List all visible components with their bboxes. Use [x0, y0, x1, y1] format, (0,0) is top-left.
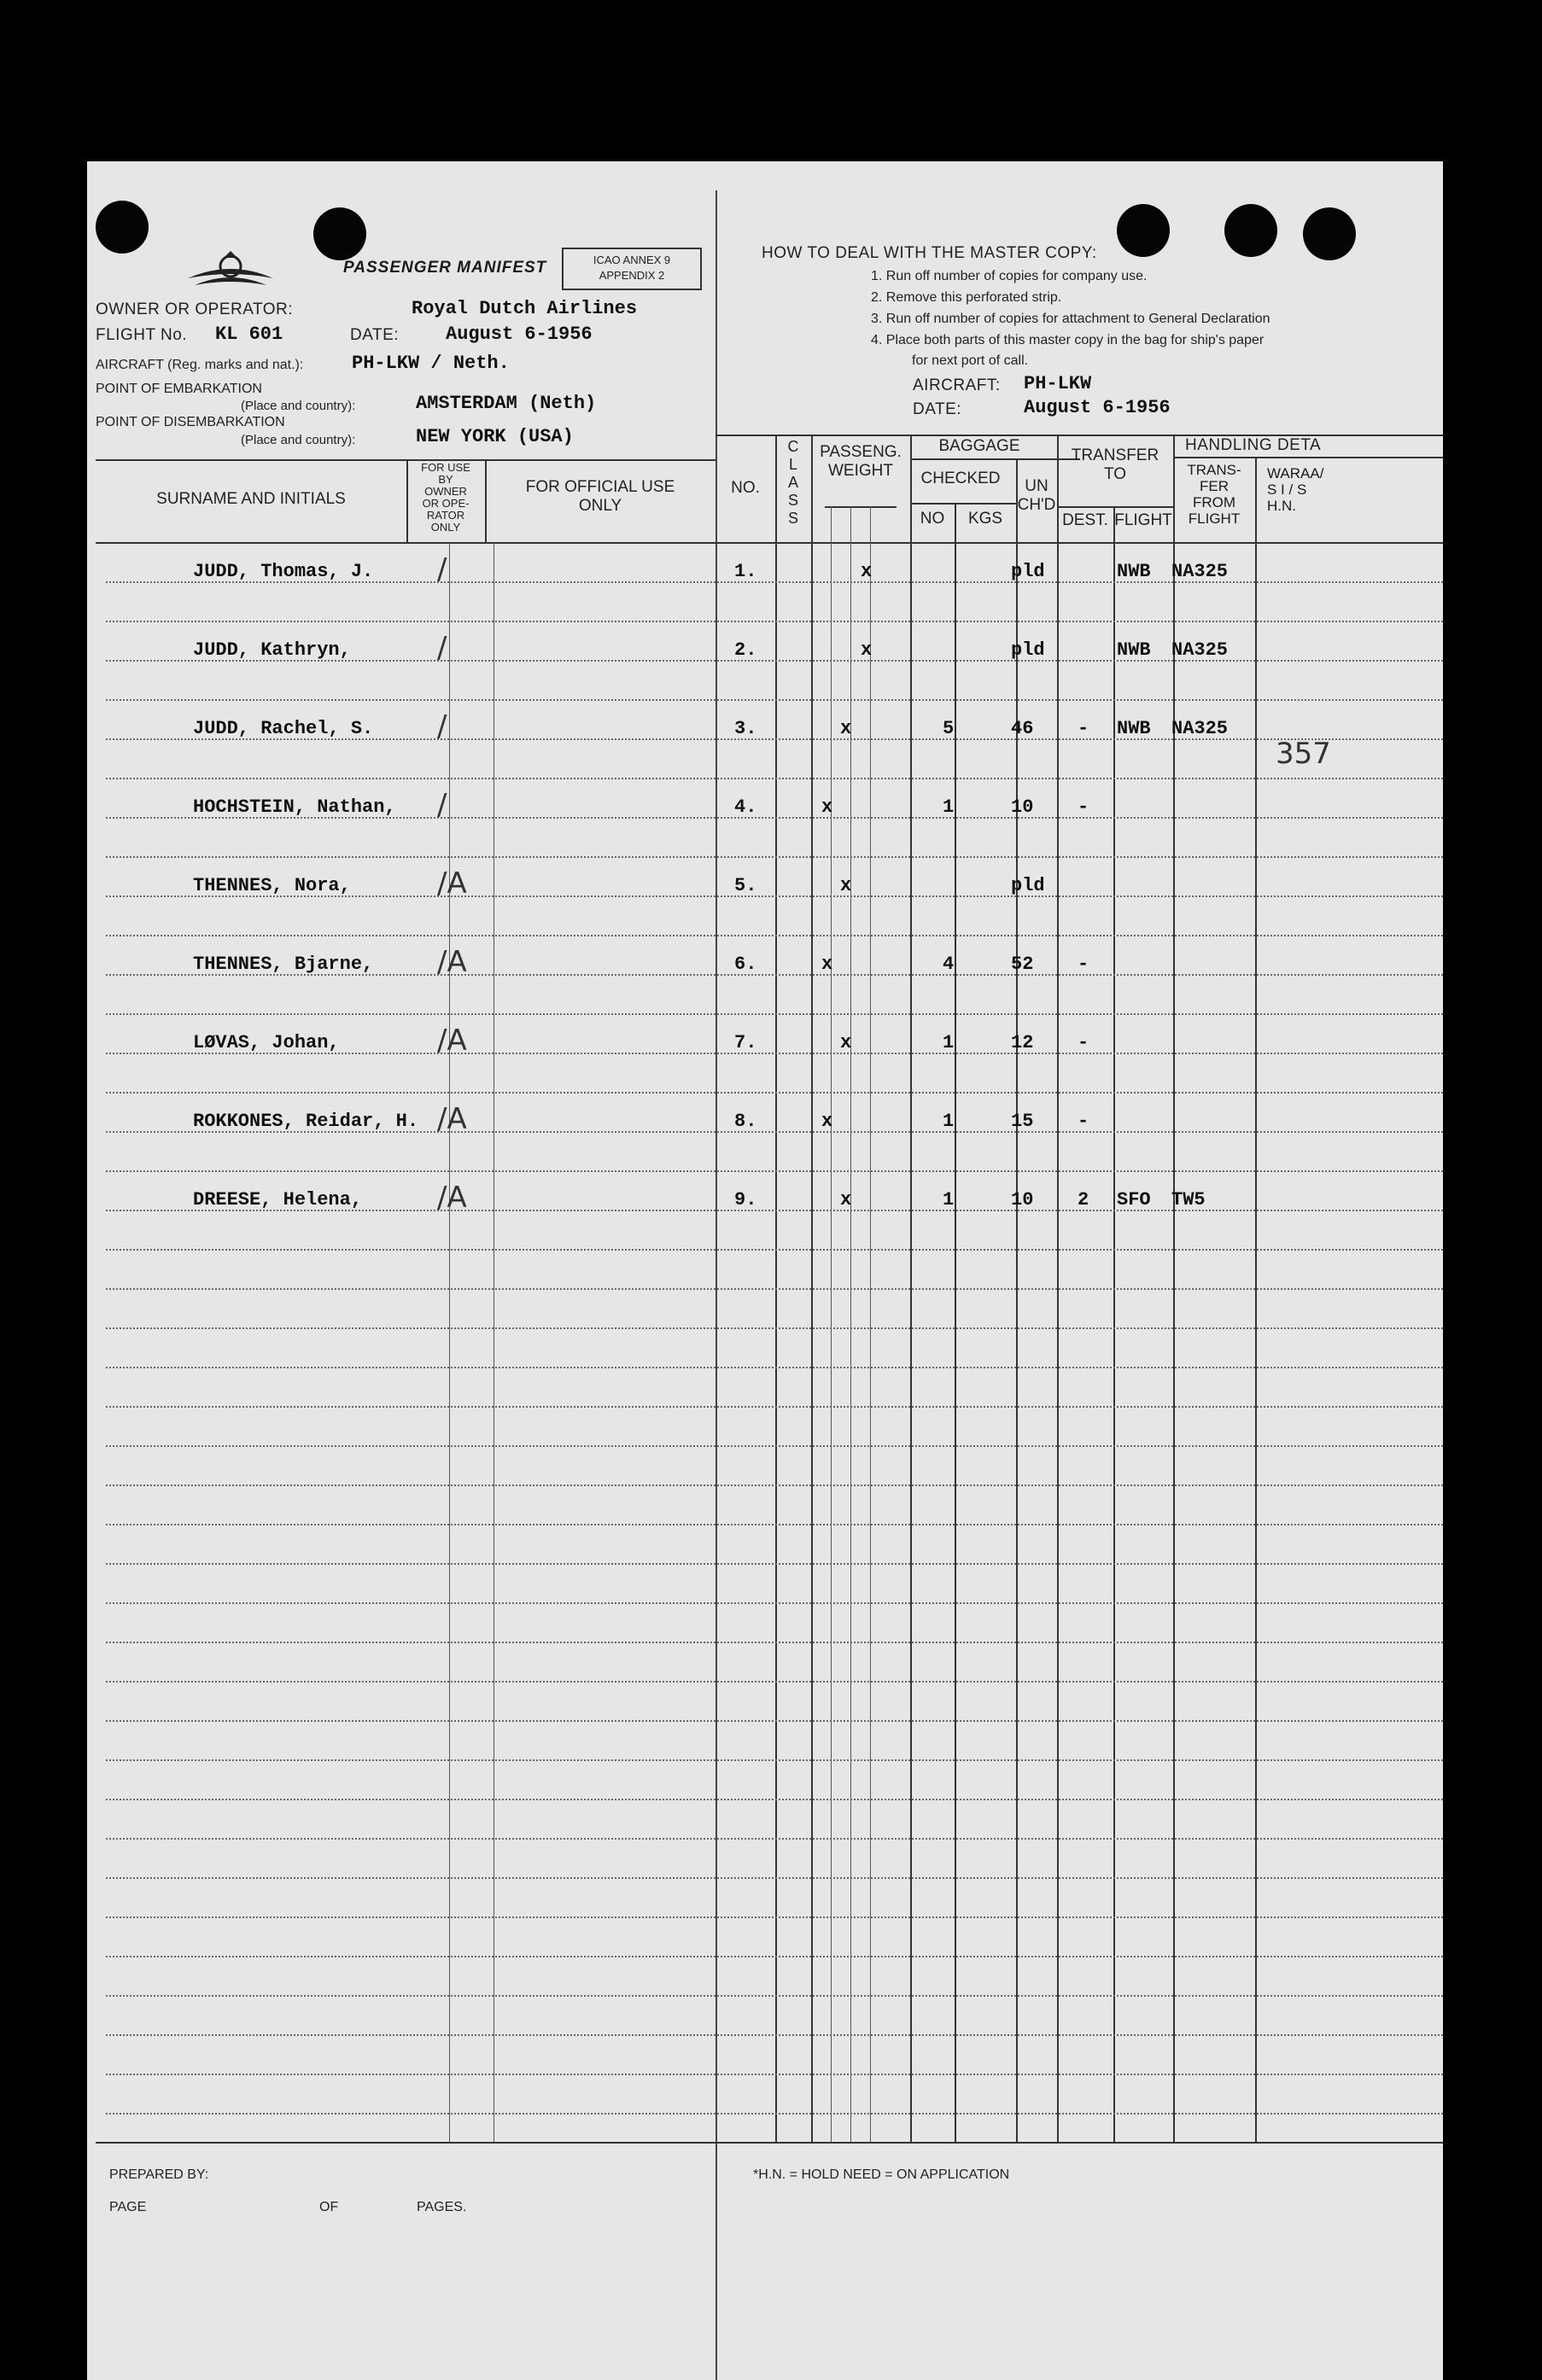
weight-subdivider: [825, 506, 897, 508]
col-header-owner-use: FOR USE BY OWNER OR OPE- RATOR ONLY: [421, 461, 470, 534]
passenger-no: 7.: [734, 1032, 757, 1053]
passenger-weight-mark: x: [821, 1111, 833, 1132]
row-rule: [106, 1681, 1443, 1683]
col-divider: [1016, 458, 1018, 2142]
row-rule: [106, 1327, 1443, 1329]
passenger-no: 8.: [734, 1111, 757, 1132]
bag-count: 1: [943, 1032, 955, 1053]
row-rule: [106, 1563, 1443, 1565]
passenger-weight-mark: x: [840, 1032, 852, 1053]
row-rule: [106, 1092, 1443, 1094]
col-header-class: C L A S S: [787, 438, 799, 527]
instr-aircraft-label: AIRCRAFT:: [913, 376, 1001, 394]
col-header-checked: CHECKED: [920, 470, 1001, 487]
table-bottom: [96, 2142, 1443, 2144]
transfer-divider: [1057, 506, 1173, 508]
col-header-unchd: UN CH'D: [1017, 477, 1056, 514]
row-rule: [106, 1602, 1443, 1604]
row-rule: [106, 1524, 1443, 1525]
owner-check-mark: /A: [437, 1024, 467, 1058]
row-rule: [106, 1838, 1443, 1840]
embark-label: POINT OF EMBARKATION: [96, 382, 262, 396]
row-rule: [106, 856, 1443, 858]
punch-hole: [96, 201, 149, 254]
row-rule: [106, 1170, 1443, 1172]
row-rule: [106, 2113, 1443, 2115]
transfer-flight: NA325: [1171, 718, 1229, 739]
passenger-no: 5.: [734, 875, 757, 896]
weight-subcol: [850, 506, 851, 2142]
passenger-no: 2.: [734, 639, 757, 661]
transfer-flight: NA325: [1171, 561, 1229, 582]
flight-value: KL 601: [215, 324, 283, 345]
passenger-name: JUDD, Rachel, S.: [193, 718, 374, 739]
owner-check-mark: /: [437, 552, 447, 586]
hn-note: *H.N. = HOLD NEED = ON APPLICATION: [753, 2167, 1010, 2182]
annex-line: ICAO ANNEX 9: [593, 254, 671, 266]
passenger-name: JUDD, Thomas, J.: [193, 561, 374, 582]
annex-box: [562, 248, 702, 290]
row-rule: [106, 699, 1443, 701]
embark-sub: (Place and country):: [241, 399, 356, 413]
annex-line: APPENDIX 2: [599, 269, 665, 282]
row-rule: [106, 1799, 1443, 1800]
checked-divider: [910, 503, 1016, 505]
row-rule: [106, 1367, 1443, 1368]
transfer-flight: TW5: [1171, 1189, 1206, 1210]
punch-hole: [1117, 204, 1170, 257]
passenger-weight-mark: x: [840, 875, 852, 896]
passenger-no: 1.: [734, 561, 757, 582]
bag-kgs: pld: [1011, 639, 1045, 661]
disembark-sub: (Place and country):: [241, 433, 356, 447]
transfer-flight: NA325: [1171, 639, 1229, 661]
owner-check-mark: /A: [437, 866, 467, 901]
col-header-bag-no: NO: [920, 510, 945, 528]
passenger-name: HOCHSTEIN, Nathan,: [193, 796, 396, 818]
passenger-no: 3.: [734, 718, 757, 739]
row-rule: [106, 1916, 1443, 1918]
col-header-surname: SURNAME AND INITIALS: [156, 490, 346, 508]
passenger-weight-mark: x: [840, 1189, 852, 1210]
form-title: PASSENGER MANIFEST: [343, 259, 547, 277]
bag-kgs: 10: [1011, 1189, 1034, 1210]
bag-count: 4: [943, 954, 955, 975]
manifest-sheet: [87, 161, 1443, 2380]
passenger-name: DREESE, Helena,: [193, 1189, 363, 1210]
row-rule: [106, 1406, 1443, 1408]
passenger-weight-mark: x: [840, 718, 852, 739]
flight-label: FLIGHT No.: [96, 326, 188, 344]
col-divider: [955, 503, 956, 2142]
date-value: August 6-1956: [446, 324, 593, 345]
owner-value: Royal Dutch Airlines: [412, 298, 638, 319]
passenger-weight-mark: x: [861, 561, 873, 582]
row-rule: [106, 621, 1443, 622]
passenger-no: 6.: [734, 954, 757, 975]
passenger-name: LØVAS, Johan,: [193, 1032, 340, 1053]
col-header-flight: FLIGHT: [1114, 511, 1172, 529]
header-divider: [716, 435, 1443, 436]
row-rule: [106, 1995, 1443, 1997]
row-rule: [106, 1288, 1443, 1290]
col-header-no: NO.: [731, 479, 760, 497]
instruction-item: 4. Place both parts of this master copy in the bag for ship's paper: [871, 333, 1265, 347]
bag-count: 1: [943, 1189, 955, 1210]
instruction-item: 1. Run off number of copies for company use.: [871, 269, 1148, 283]
bag-kgs: pld: [1011, 875, 1045, 896]
instruction-item: 3. Run off number of copies for attachment to General Declaration: [871, 312, 1270, 326]
passenger-no: 4.: [734, 796, 757, 818]
row-rule: [106, 1249, 1443, 1251]
instr-date-label: DATE:: [913, 400, 962, 418]
bag-kgs: pld: [1011, 561, 1045, 582]
date-label: DATE:: [350, 326, 400, 344]
col-header-baggage: BAGGAGE: [938, 437, 1020, 455]
row-rule: [106, 1013, 1443, 1015]
of-label: OF: [319, 2200, 339, 2214]
col-divider: [1255, 457, 1257, 2142]
prepared-by-label: PREPARED BY:: [109, 2167, 209, 2182]
bag-unchecked: -: [1078, 718, 1089, 739]
bag-kgs: 10: [1011, 796, 1034, 818]
baggage-divider: [910, 458, 1080, 460]
col-header-transfer: TRANSFER TO: [1071, 446, 1159, 483]
airline-logo-icon: [188, 251, 273, 292]
bag-unchecked: -: [1078, 1032, 1089, 1053]
row-rule: [106, 1485, 1443, 1486]
passenger-name: JUDD, Kathryn,: [193, 639, 351, 661]
perforation-line: [716, 190, 717, 2380]
owner-check-mark: /: [437, 631, 447, 665]
bag-kgs: 12: [1011, 1032, 1034, 1053]
instr-date-value: August 6-1956: [1024, 397, 1171, 418]
punch-hole: [313, 207, 366, 260]
row-rule: [106, 778, 1443, 779]
handwritten-number: 357: [1276, 737, 1331, 771]
bag-count: 5: [943, 718, 955, 739]
transfer-dest: NWB: [1117, 718, 1151, 739]
bag-kgs: 46: [1011, 718, 1034, 739]
punch-hole: [1303, 207, 1356, 260]
row-rule: [106, 1877, 1443, 1879]
header-divider: [96, 459, 716, 461]
owner-label: OWNER OR OPERATOR:: [96, 300, 294, 318]
passenger-no: 9.: [734, 1189, 757, 1210]
row-rule: [106, 1720, 1443, 1722]
row-rule: [106, 1759, 1443, 1761]
transfer-dest: SFO: [1117, 1189, 1151, 1210]
passenger-name: THENNES, Nora,: [193, 875, 351, 896]
column-header-bottom: [96, 542, 1443, 544]
disembark-label: POINT OF DISEMBARKATION: [96, 415, 285, 429]
row-rule: [106, 1445, 1443, 1447]
transfer-dest: NWB: [1117, 561, 1151, 582]
bag-kgs: 15: [1011, 1111, 1034, 1132]
col-header-dest: DEST.: [1062, 511, 1108, 529]
bag-unchecked: 2: [1078, 1189, 1089, 1210]
row-rule: [106, 1642, 1443, 1643]
owner-check-mark: /A: [437, 1181, 467, 1215]
passenger-name: THENNES, Bjarne,: [193, 954, 374, 975]
instructions-title: HOW TO DEAL WITH THE MASTER COPY:: [762, 244, 1097, 262]
row-rule: [106, 2074, 1443, 2075]
col-header-transfer-from: TRANS- FER FROM FLIGHT: [1187, 462, 1241, 527]
instr-aircraft-value: PH-LKW: [1024, 373, 1092, 394]
owner-check-mark: /A: [437, 945, 467, 979]
embark-value: AMSTERDAM (Neth): [416, 393, 597, 414]
aircraft-value: PH-LKW / Neth.: [352, 353, 510, 374]
bag-count: 1: [943, 1111, 955, 1132]
bag-unchecked: -: [1078, 1111, 1089, 1132]
col-header-weight: PASSENG. WEIGHT: [820, 443, 902, 480]
col-divider: [1113, 506, 1115, 2142]
bag-unchecked: -: [1078, 954, 1089, 975]
col-header-waraa: WARAA/ S I / S H.N.: [1267, 465, 1324, 514]
owner-check-mark: /A: [437, 1102, 467, 1136]
page-label: PAGE: [109, 2200, 147, 2214]
weight-subcol: [870, 506, 871, 2142]
passenger-weight-mark: x: [821, 954, 833, 975]
pages-label: PAGES.: [417, 2200, 467, 2214]
owner-check-mark: /: [437, 788, 447, 822]
passenger-name: ROKKONES, Reidar, H.: [193, 1111, 419, 1132]
row-rule: [106, 2034, 1443, 2036]
disembark-value: NEW YORK (USA): [416, 426, 574, 447]
instruction-item-cont: for next port of call.: [912, 353, 1029, 368]
col-header-official: FOR OFFICIAL USE ONLY: [525, 478, 675, 515]
handling-divider: [1173, 457, 1443, 458]
col-header-handling: HANDLING DETA: [1185, 436, 1322, 454]
row-rule: [106, 1956, 1443, 1957]
bag-kgs: 52: [1011, 954, 1034, 975]
bag-count: 1: [943, 796, 955, 818]
weight-subcol: [831, 506, 832, 2142]
owner-check-mark: /: [437, 709, 447, 744]
bag-unchecked: -: [1078, 796, 1089, 818]
row-rule: [106, 935, 1443, 936]
transfer-dest: NWB: [1117, 639, 1151, 661]
punch-hole: [1224, 204, 1277, 257]
col-header-kgs: KGS: [967, 510, 1003, 528]
passenger-weight-mark: x: [821, 796, 833, 818]
passenger-weight-mark: x: [861, 639, 873, 661]
col-divider: [449, 542, 450, 2142]
aircraft-label: AIRCRAFT (Reg. marks and nat.):: [96, 358, 304, 372]
instruction-item: 2. Remove this perforated strip.: [871, 290, 1062, 305]
